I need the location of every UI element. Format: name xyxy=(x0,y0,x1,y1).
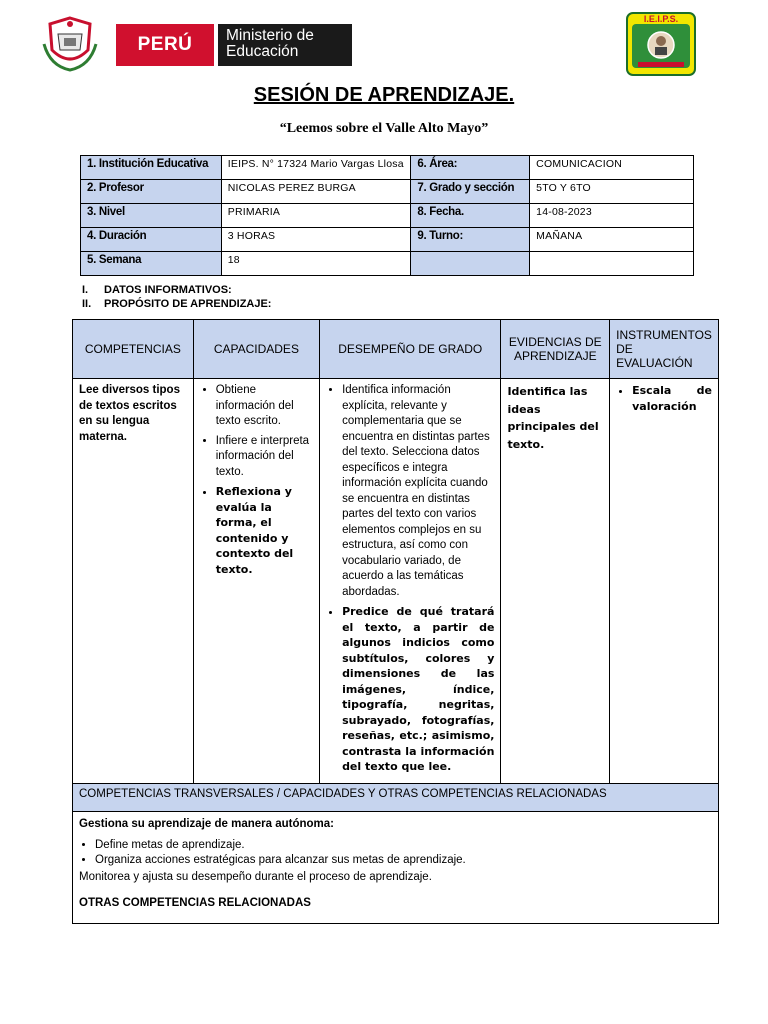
capacidades-list xyxy=(200,383,313,577)
page-title: SESIÓN DE APRENDIZAJE. xyxy=(253,84,515,106)
table-header-row xyxy=(73,320,719,379)
desempeno-cell xyxy=(320,379,501,784)
table-row xyxy=(81,204,694,228)
list-item: • Define metas de aprendizaje. xyxy=(95,838,712,854)
gestiona-list xyxy=(79,838,712,869)
monitorea-text: Monitorea y ajusta su desempeño durante el proceso de aprendizaje. xyxy=(79,870,432,883)
school-logo-label: I.E.I.P.S. xyxy=(643,14,679,24)
transversales-cell xyxy=(73,811,719,923)
otras-heading: OTRAS COMPETENCIAS RELACIONADAS xyxy=(79,896,311,909)
header-instrumentos: INSTRUMENTOS DE EVALUACIÓN xyxy=(610,320,719,379)
document-header xyxy=(0,0,768,90)
info-label: 9. Turno: xyxy=(411,228,530,252)
info-label: 5. Semana xyxy=(81,252,222,276)
info-label: 7. Grado y sección xyxy=(411,180,530,204)
info-label: 8. Fecha. xyxy=(411,204,530,228)
info-value: IEIPS. N° 17324 Mario Vargas Llosa xyxy=(221,156,411,180)
school-logo-icon xyxy=(626,12,696,76)
peru-coat-of-arms-icon xyxy=(36,14,104,72)
info-value: COMUNICACION xyxy=(530,156,694,180)
info-value: MAÑANA xyxy=(530,228,694,252)
info-value xyxy=(530,252,694,276)
header-desempeno: DESEMPEÑO DE GRADO xyxy=(320,320,501,379)
info-value: NICOLAS PEREZ BURGA xyxy=(221,180,411,204)
learning-purpose-table xyxy=(72,319,719,924)
info-label: 4. Duración xyxy=(81,228,222,252)
section-title: PROPÓSITO DE APRENDIZAJE: xyxy=(104,298,272,310)
info-label xyxy=(411,252,530,276)
table-row xyxy=(81,252,694,276)
instrumento-list xyxy=(616,383,712,414)
transversales-heading: COMPETENCIAS TRANSVERSALES / CAPACIDADES Y OTRAS COMPETENCIAS RELACIONADAS xyxy=(73,783,719,811)
info-value: 5TO Y 6TO xyxy=(530,180,694,204)
list-item: • Obtiene información del texto escrito. xyxy=(216,383,313,430)
header-capacidades: CAPACIDADES xyxy=(193,320,319,379)
header-competencias: COMPETENCIAS xyxy=(73,320,194,379)
gestiona-heading: Gestiona su aprendizaje de manera autónoma: xyxy=(79,817,334,830)
ministry-brand xyxy=(218,24,352,66)
evidencia-cell: Identifica las ideas principales del texto. xyxy=(501,379,610,784)
list-item: • Predice de qué tratará el texto, a partir de algunos indicios como subtítulos, colores y dimensiones de las imágenes, índice, tipografía, negritas, subrayado, fotografías, reseñas, etc.; asimismo, contrasta la información del texto que lee. xyxy=(342,604,494,775)
list-item: • Escala de valoración xyxy=(632,383,712,414)
table-row xyxy=(81,156,694,180)
list-item: • Organiza acciones estratégicas para alcanzar sus metas de aprendizaje. xyxy=(95,853,712,869)
table-row xyxy=(81,228,694,252)
list-item: • Identifica información explícita, relevante y complementaria que se encuentra en distintas partes del texto. Selecciona datos específicos e integra información explícita cuando se encuentra en distintas partes del texto con varios elementos complejos en su estructura, así como con vocabulario variado, de acuerdo a las temáticas abordadas. xyxy=(342,383,494,600)
section-heading-proposito xyxy=(82,298,271,310)
info-label: 6. Área: xyxy=(411,156,530,180)
info-label: 3. Nivel xyxy=(81,204,222,228)
info-value: 18 xyxy=(221,252,411,276)
section-heading-datos xyxy=(82,284,232,296)
ministry-line-2: Educación xyxy=(226,43,299,60)
info-value: 3 HORAS xyxy=(221,228,411,252)
desempeno-list xyxy=(326,383,494,775)
section-number: II. xyxy=(82,298,92,310)
competencia-cell: Lee diversos tipos de textos escritos en su lengua materna. xyxy=(73,379,194,784)
peru-brand: PERÚ xyxy=(116,24,214,66)
list-item: • Reflexiona y evalúa la forma, el contenido y contexto del texto. xyxy=(216,484,313,577)
info-value: 14-08-2023 xyxy=(530,204,694,228)
header-evidencias: EVIDENCIAS DE APRENDIZAJE xyxy=(501,320,610,379)
table-row xyxy=(73,783,719,811)
table-row xyxy=(73,379,719,784)
section-title: DATOS INFORMATIVOS: xyxy=(104,284,232,296)
list-item: • Infiere e interpreta información del texto. xyxy=(216,434,313,481)
capacidades-cell xyxy=(193,379,319,784)
info-table xyxy=(80,155,694,276)
ministry-line-1: Ministerio de xyxy=(226,27,314,44)
table-row xyxy=(81,180,694,204)
table-row xyxy=(73,811,719,923)
info-label: 1. Institución Educativa xyxy=(81,156,222,180)
session-subtitle: “Leemos sobre el Valle Alto Mayo” xyxy=(279,121,489,136)
info-value: PRIMARIA xyxy=(221,204,411,228)
instrumento-cell xyxy=(610,379,719,784)
section-number: I. xyxy=(82,284,89,296)
info-label: 2. Profesor xyxy=(81,180,222,204)
